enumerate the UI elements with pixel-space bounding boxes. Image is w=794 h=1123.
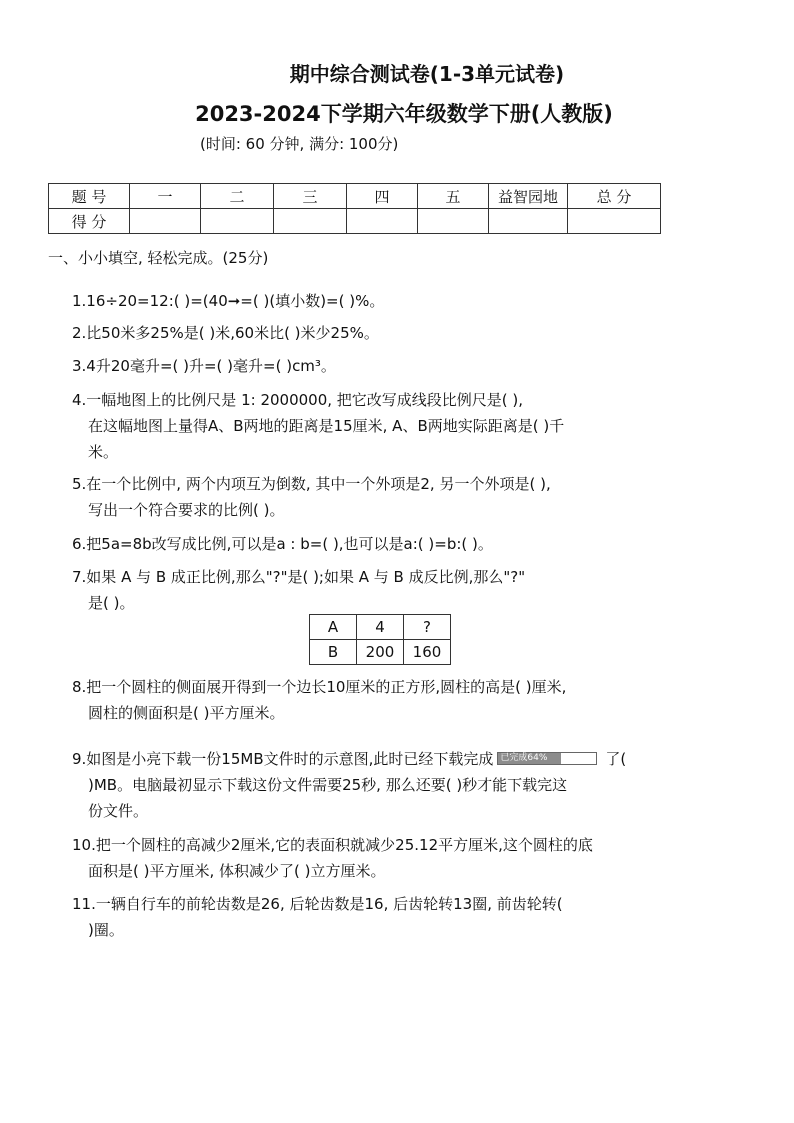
- question-text: 5.在一个比例中, 两个内项互为倒数, 其中一个外项是2, 另一个外项是( ),: [72, 475, 551, 493]
- score-header-cell: 五: [418, 184, 489, 209]
- question-text: 7.如果 A 与 B 成正比例,那么"?"是( );如果 A 与 B 成反比例,那么"?": [72, 568, 526, 586]
- question-text: 10.把一个圆柱的高减少2厘米,它的表面积就减少25.12平方厘米,这个圆柱的底: [72, 836, 593, 854]
- question-11: [72, 891, 752, 943]
- question-text: 1.16÷20=12:( )=(40➞=( )(填小数)=( )%。: [72, 292, 385, 310]
- table-cell: 4: [357, 615, 404, 640]
- question-3: [72, 353, 752, 379]
- question-text: 4.一幅地图上的比例尺是 1: 2000000, 把它改写成线段比例尺是( ),: [72, 391, 524, 409]
- score-blank-cell[interactable]: [489, 209, 568, 234]
- question-text: 是( )。: [88, 594, 135, 612]
- score-header-cell: 总 分: [568, 184, 661, 209]
- question-5: [72, 471, 752, 523]
- question-text: 8.把一个圆柱的侧面展开得到一个边长10厘米的正方形,圆柱的高是( )厘米,: [72, 678, 567, 696]
- table-cell: ?: [404, 615, 451, 640]
- score-blank-cell[interactable]: [130, 209, 201, 234]
- question-text: [72, 746, 752, 772]
- question-text: 11.一辆自行车的前轮齿数是26, 后轮齿数是16, 后齿轮转13圈, 前齿轮转(: [72, 895, 563, 913]
- score-header-cell: 四: [347, 184, 418, 209]
- score-blank-cell[interactable]: [347, 209, 418, 234]
- download-progress-bar: [497, 752, 597, 765]
- question-text: )MB。电脑最初显示下载这份文件需要25秒, 那么还要( )秒才能下载完这: [88, 776, 568, 794]
- question-1: [72, 288, 752, 314]
- question-text: 面积是( )平方厘米, 体积减少了( )立方厘米。: [88, 862, 386, 880]
- table-cell: A: [310, 615, 357, 640]
- question-7: [72, 564, 752, 616]
- score-table-score-row: [49, 209, 661, 234]
- question-6: [72, 531, 752, 557]
- score-table: [48, 183, 661, 234]
- score-blank-cell[interactable]: [274, 209, 347, 234]
- table-cell: 200: [357, 640, 404, 665]
- table-cell: 160: [404, 640, 451, 665]
- question-text: 份文件。: [88, 802, 149, 820]
- question-10: [72, 832, 752, 884]
- question-4: [72, 387, 752, 465]
- question-text: 6.把5a=8b改写成比例,可以是a : b=( ),也可以是a:( )=b:( )。: [72, 535, 493, 553]
- question-2: [72, 320, 752, 346]
- score-blank-cell[interactable]: [418, 209, 489, 234]
- progress-label: 已完成64%: [500, 753, 548, 763]
- score-header-cell: 益智园地: [489, 184, 568, 209]
- table-row: [310, 640, 451, 665]
- question-9: [72, 746, 752, 824]
- question-text: 米。: [88, 443, 119, 461]
- score-header-cell: 题 号: [49, 184, 130, 209]
- score-header-cell: 三: [274, 184, 347, 209]
- score-table-header-row: [49, 184, 661, 209]
- question-text-part: 9.如图是小亮下载一份15MB文件时的示意图,此时已经下载完成: [72, 750, 494, 768]
- question-text: )圈。: [88, 921, 124, 939]
- exam-title: 期中综合测试卷(1-3单元试卷): [289, 62, 565, 86]
- question-text-part: 了(: [605, 750, 627, 768]
- score-blank-cell[interactable]: [568, 209, 661, 234]
- score-header-cell: 一: [130, 184, 201, 209]
- score-blank-cell[interactable]: [201, 209, 274, 234]
- exam-subtitle: 2023-2024下学期六年级数学下册(人教版): [195, 102, 613, 126]
- question-text: 在这幅地图上量得A、B两地的距离是15厘米, A、B两地实际距离是( )千: [88, 417, 565, 435]
- table-row: [310, 615, 451, 640]
- table-cell: B: [310, 640, 357, 665]
- question-text: 写出一个符合要求的比例( )。: [88, 501, 285, 519]
- section-heading: 一、小小填空, 轻松完成。(25分): [48, 249, 269, 267]
- time-info: (时间: 60 分钟, 满分: 100分): [200, 135, 399, 153]
- question-8: [72, 674, 752, 726]
- score-header-cell: 二: [201, 184, 274, 209]
- question-text: 圆柱的侧面积是( )平方厘米。: [88, 704, 285, 722]
- score-row-label: 得 分: [49, 209, 130, 234]
- question-text: 3.4升20毫升=( )升=( )毫升=( )cm³。: [72, 357, 336, 375]
- question-text: 2.比50米多25%是( )米,60米比( )米少25%。: [72, 324, 379, 342]
- proportion-table: [309, 614, 451, 665]
